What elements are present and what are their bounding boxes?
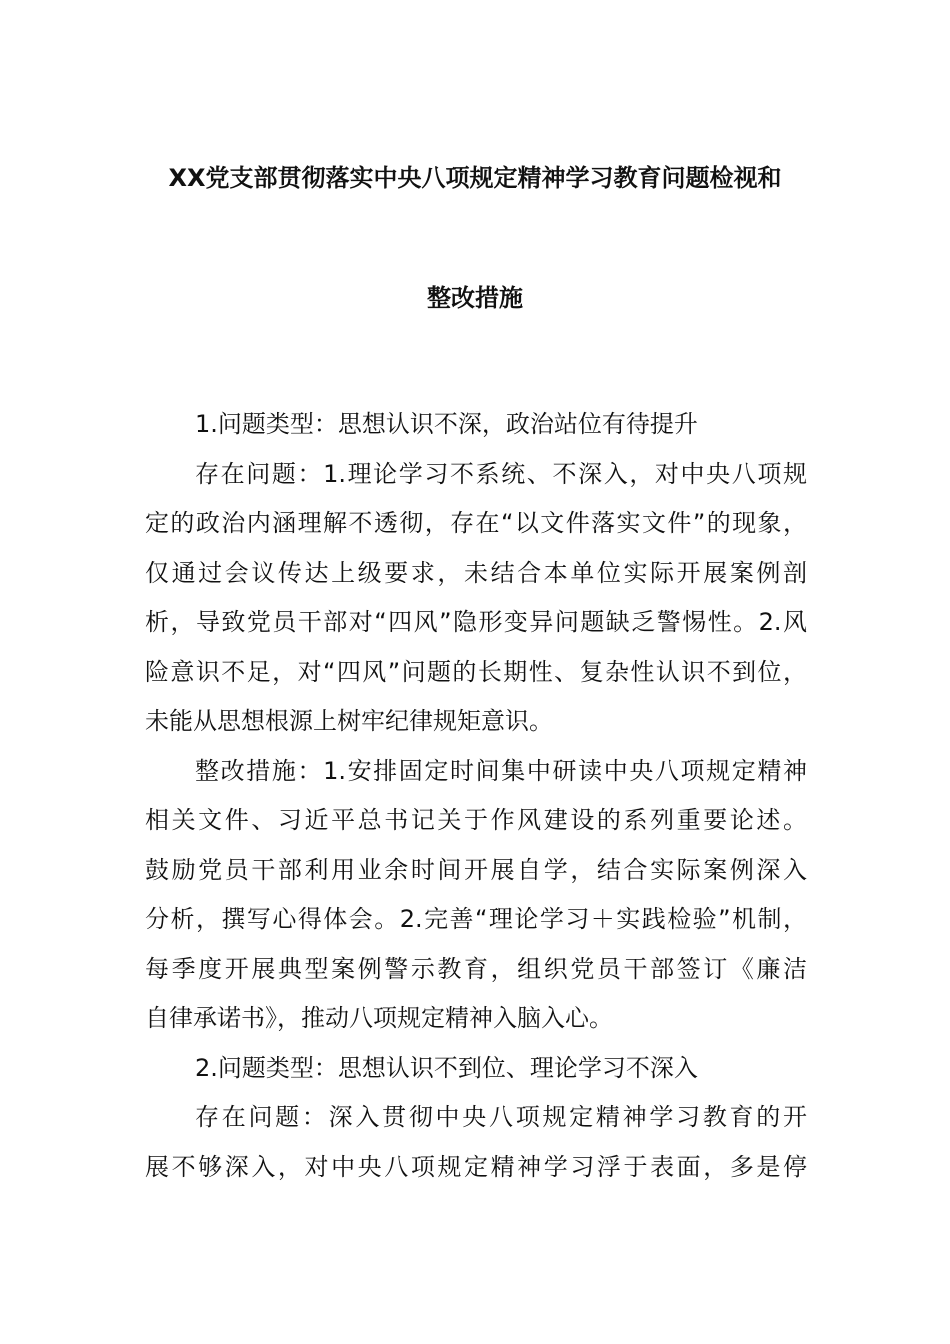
document-title-line-1: XX党支部贯彻落实中央八项规定精神学习教育问题检视和 [168,164,782,192]
paragraph-line: 存在问题：1.理论学习不系统、不深入，对中央八项规 [195,459,807,488]
paragraph-line: 未能从思想根源上树牢纪律规矩意识。 [145,707,553,735]
paragraph-line: 分析，撰写心得体会。2.完善“理论学习＋实践检验”机制， [145,905,807,933]
document-body [145,400,807,1192]
document-title-line-2: 整改措施 [427,284,523,312]
paragraph-line: 整改措施：1.安排固定时间集中研读中央八项规定精神 [195,756,807,785]
paragraph-line: 相关文件、习近平总书记关于作风建设的系列重要论述。 [145,806,807,834]
paragraph-line: 每季度开展典型案例警示教育，组织党员干部签订《廉洁 [145,954,807,983]
paragraph-line: 鼓励党员干部利用业余时间开展自学，结合实际案例深入 [145,855,807,884]
paragraph-line: 险意识不足，对“四风”问题的长期性、复杂性认识不到位， [145,657,807,686]
paragraph-line: 仅通过会议传达上级要求，未结合本单位实际开展案例剖 [145,558,807,587]
paragraph-line: 自律承诺书》，推动八项规定精神入脑入心。 [145,1004,613,1032]
section-1-heading: 1.问题类型：思想认识不深，政治站位有待提升 [195,410,698,438]
paragraph-line: 展不够深入，对中央八项规定精神学习浮于表面，多是停 [145,1152,807,1181]
paragraph-line: 定的政治内涵理解不透彻，存在“以文件落实文件”的现象， [145,509,807,537]
paragraph-line: 存在问题：深入贯彻中央八项规定精神学习教育的开 [195,1103,807,1131]
paragraph-line: 析，导致党员干部对“四风”隐形变异问题缺乏警惕性。2.风 [145,608,807,636]
section-2-heading: 2.问题类型：思想认识不到位、理论学习不深入 [195,1053,698,1082]
